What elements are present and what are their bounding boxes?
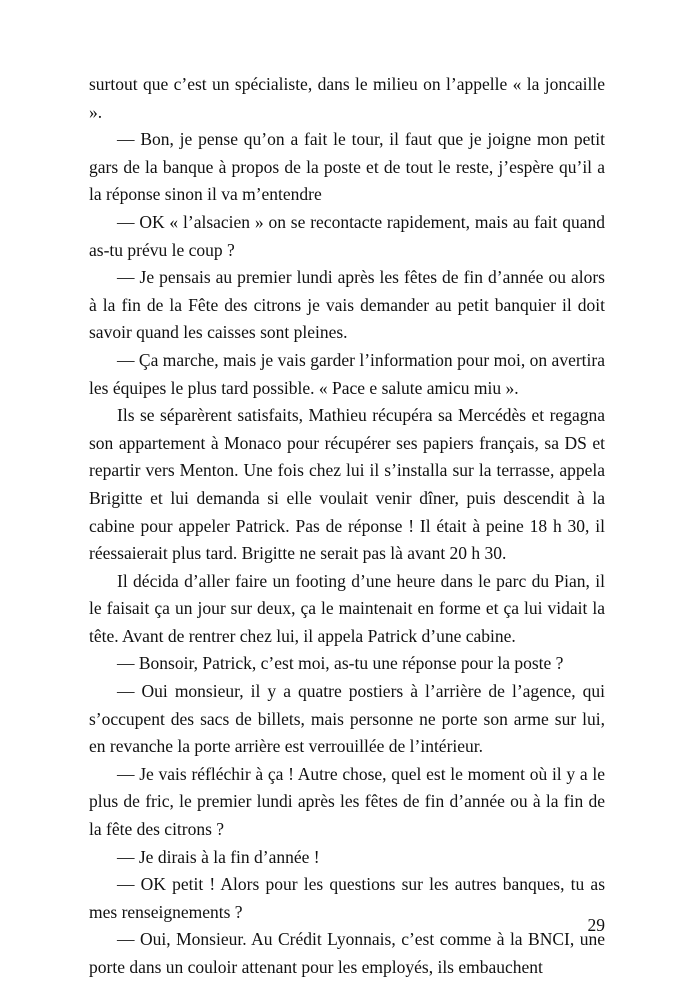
- paragraph: — Je pensais au premier lundi après les fêtes de fin d’année ou alors à la fin de la Fête des citrons je vais demander au petit banquier il doit savoir quand les caisses sont pleines.: [89, 267, 605, 343]
- paragraph: — Ça marche, mais je vais garder l’information pour moi, on avertira les équipes le plus tard possible. « Pace e salute amicu miu ».: [89, 349, 605, 398]
- paragraph: Ils se séparèrent satisfaits, Mathieu récupéra sa Mercédès et regagna son appartement à Monaco pour récupérer ses papiers français, sa DS et repartir vers Menton. Une fois chez lui il s’installa sur la terrasse, appela Brigitte et lui demanda si elle voulait venir dîner, puis descendit à la cabine pour appeler Patrick. Pas de réponse ! Il était à peine 18 h 30, il réessaierait plus tard. Brigitte ne serait pas là avant 20 h 30.: [89, 405, 605, 564]
- paragraph: — Bonsoir, Patrick, c’est moi, as-tu une réponse pour la poste ?: [117, 653, 564, 674]
- paragraph: — Oui, Monsieur. Au Crédit Lyonnais, c’est comme à la BNCI, une porte dans un couloir attenant pour les employés, ils embauchent: [89, 929, 605, 977]
- page-number: 29: [587, 915, 605, 935]
- paragraph: — OK « l’alsacien » on se recontacte rapidement, mais au fait quand as-tu prévu le coup ?: [89, 211, 605, 260]
- paragraph: — Je vais réfléchir à ça ! Autre chose, quel est le moment où il y a le plus de fric, le premier lundi après les fêtes de fin d’année ou à la fin de la fête des citrons ?: [89, 763, 605, 840]
- paragraph: — Je dirais à la fin d’année !: [117, 846, 320, 867]
- paragraph: — OK petit ! Alors pour les questions sur les autres banques, tu as mes renseignements ?: [89, 874, 605, 922]
- paragraph: surtout que c’est un spécialiste, dans le milieu on l’appelle « la joncaille ».: [89, 74, 605, 122]
- paragraph: Il décida d’aller faire un footing d’une heure dans le parc du Pian, il le faisait ça un jour sur deux, ça le maintenait en forme et ça lui vidait la tête. Avant de rentrer chez lui, il appela Patrick d’une cabine.: [89, 570, 605, 646]
- paragraph: — Oui monsieur, il y a quatre postiers à l’arrière de l’agence, qui s’occupent des sacs de billets, mais personne ne porte son arme sur lui, en revanche la porte arrière est verrouillée de l’intérieur.: [89, 681, 605, 757]
- body-text: [89, 71, 605, 982]
- paragraph: — Bon, je pense qu’on a fait le tour, il faut que je joigne mon petit gars de la banque à propos de la poste et de tout le reste, j’espère qu’il a la réponse sinon il va m’entendre: [89, 129, 605, 205]
